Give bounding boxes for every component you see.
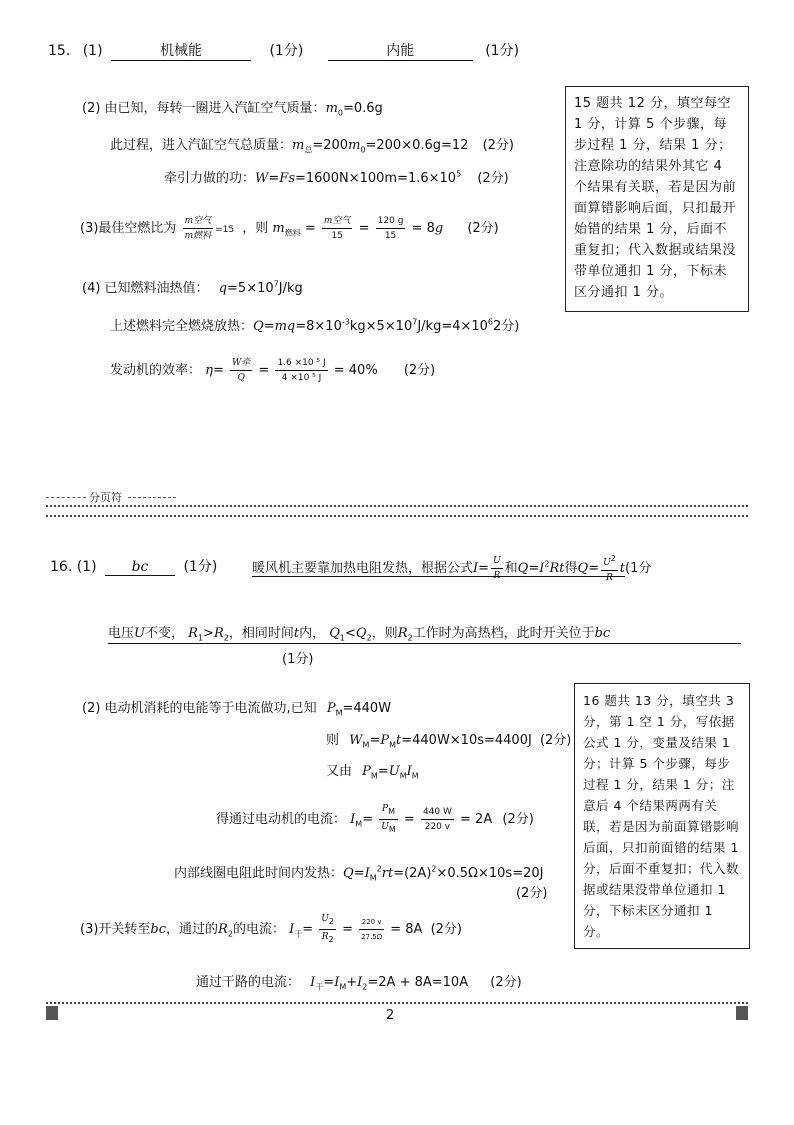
q15-p4-line3: 发动机的效率： η= $\frac{\text{W牵}}{Q}$ = $\frac{\text{1.6 ×10 ⁵ J}}{\text{4 ×10 ⁵ J}}$ = 40% (2分)	[110, 358, 436, 383]
fraction-air-fuel: $\frac{\text{m空气}}{\text{m燃料}}$	[184, 216, 212, 241]
q15-p4-line2: 上述燃料完全燃烧放热：$Q=mq=8\times 10^{-3}kg\times 5\times 10^7J/kg=4\times 10^62$分)	[110, 317, 520, 334]
page-break-left-line	[46, 497, 86, 498]
q15-part1	[48, 40, 519, 61]
q16-part1-line2: 电压U不变， $R_1>R_2$，相同时间t内， $Q_1<Q_2$，则$R_2$工作时为高热档，此时开关位于bc	[108, 622, 741, 644]
q16-score2: (1分)	[282, 652, 314, 667]
q15-p3-score: (2分)	[467, 221, 499, 236]
q16-p3-line2: 通过干路的电流： $I_干=I_M+I_2=2A + 8A=10A$ (2分)	[196, 975, 522, 992]
page-break-divider-1	[46, 505, 748, 507]
q16-p2-line4: 得通过电动机的电流： $I_M=$ $\frac{P_M}{U_M}$ = $\frac{440 W}{220 v}$ = 2A (2分)	[216, 804, 534, 834]
q16-p2-line1: (2) 电动机消耗的电能等于电流做功,已知 $P_M=440W$	[82, 701, 392, 718]
q16-p2-line3: 又由 $P_M=U_MI_M$	[326, 764, 419, 781]
page-break-label: 分页符	[89, 491, 122, 504]
q16-score1: (1分)	[183, 559, 218, 575]
q16-answer1: bc	[105, 559, 175, 576]
footer-divider	[46, 1002, 748, 1004]
q16-part1-line1	[50, 556, 217, 576]
q16-basis-formula: 暖风机主要靠加热电阻发热，根据公式I= $\frac{U}{R}$ 和$Q=I^2Rt$得Q= $\frac{U^2}{R}$ t(1分	[252, 554, 652, 583]
q15-answer1: 机械能	[111, 40, 251, 61]
page-break-divider-2	[46, 515, 748, 517]
scan-corner-mark-right	[736, 1006, 748, 1020]
scan-corner-mark-left	[46, 1006, 58, 1020]
q15-p2-line3: 牵引力做的功：$W=Fs=1600N\times 100m=1.6\times 10^5$ (2分)	[164, 169, 509, 186]
q15-score2: (1分)	[485, 43, 520, 59]
q16-p2-score5: (2分)	[516, 886, 548, 901]
q15-p4-score: (2分)	[403, 363, 436, 378]
q15-p4-line1: (4) 已知燃料油热值： $q=5\times 10^7J/kg$	[82, 279, 303, 296]
q15-number: 15.	[48, 43, 71, 59]
q16-p2-line5: 内部线圈电阻此时间内发热：$Q=I_M^2rt=(2A)^2\times 0.5\Omega\times 10s=20J$	[174, 864, 544, 883]
q15-p2-score2: (2分)	[482, 138, 515, 153]
q16-score-basis: (1分	[625, 561, 652, 576]
page-break-right-line	[128, 497, 176, 498]
q16-grading-note: 16 题共 13 分，填空共 3 分，第 1 空 1 分，写依据公式 1 分，变量及结果 1 分；计算 5 个步骤，每步过程 1 分，结果 1 分；注意后 4 个结果两两有关联，若是因为前面算错影响后面，只扣前面错的结果 1 分，后面不重复扣；代入数据或结果没带单位通扣 1 分，下标未区分通扣 1 分。	[574, 683, 750, 949]
q15-p2-score3: (2分)	[477, 171, 509, 186]
q15-p2-line2: 此过程，进入汽缸空气总质量：$m_总=200m_0=200\times 0.6g=12$ (2分)	[110, 138, 515, 155]
q15-score1: (1分)	[269, 43, 304, 59]
q16-number: 16. (1)	[50, 559, 97, 575]
q16-p3-line1: (3)开关转至bc，通过的$R_2$的电流： $I_干=$ $\frac{U_2}{R_2}$ = $\frac{220 v}{27.5\Omega}$ = 8A (2分)	[80, 914, 462, 944]
q15-grading-note: 15 题共 12 分，填空每空 1 分，计算 5 个步骤，每步过程 1 分，结果 1 分；注意除功的结果外其它 4 个结果有关联，若是因为前面算错影响后面，只扣最开始错的结果 1 分，后面不重复扣；代入数据或结果没带单位通扣 1 分，下标未区分通扣 1 分。	[565, 86, 749, 312]
q15-answer2: 内能	[328, 40, 473, 61]
q15-p3: (3)最佳空燃比为 $\frac{\text{m空气}}{\text{m燃料}}$ =15 ，则 $m_{燃料}$ = $\frac{\text{m空气}}{15}$ = $\frac{120 g}{15}$ = 8g (2分)	[80, 216, 499, 241]
q16-p2-line2: 则 $W_M=P_Mt=440W\times 10s=4400J$ (2分)	[326, 733, 572, 750]
page-number: 2	[386, 1008, 395, 1023]
q15-p2-line1: (2) 由已知，每转一圈进入汽缸空气质量：$m_0=0.6g$	[82, 101, 383, 118]
q15-p1-label: (1)	[82, 43, 103, 59]
